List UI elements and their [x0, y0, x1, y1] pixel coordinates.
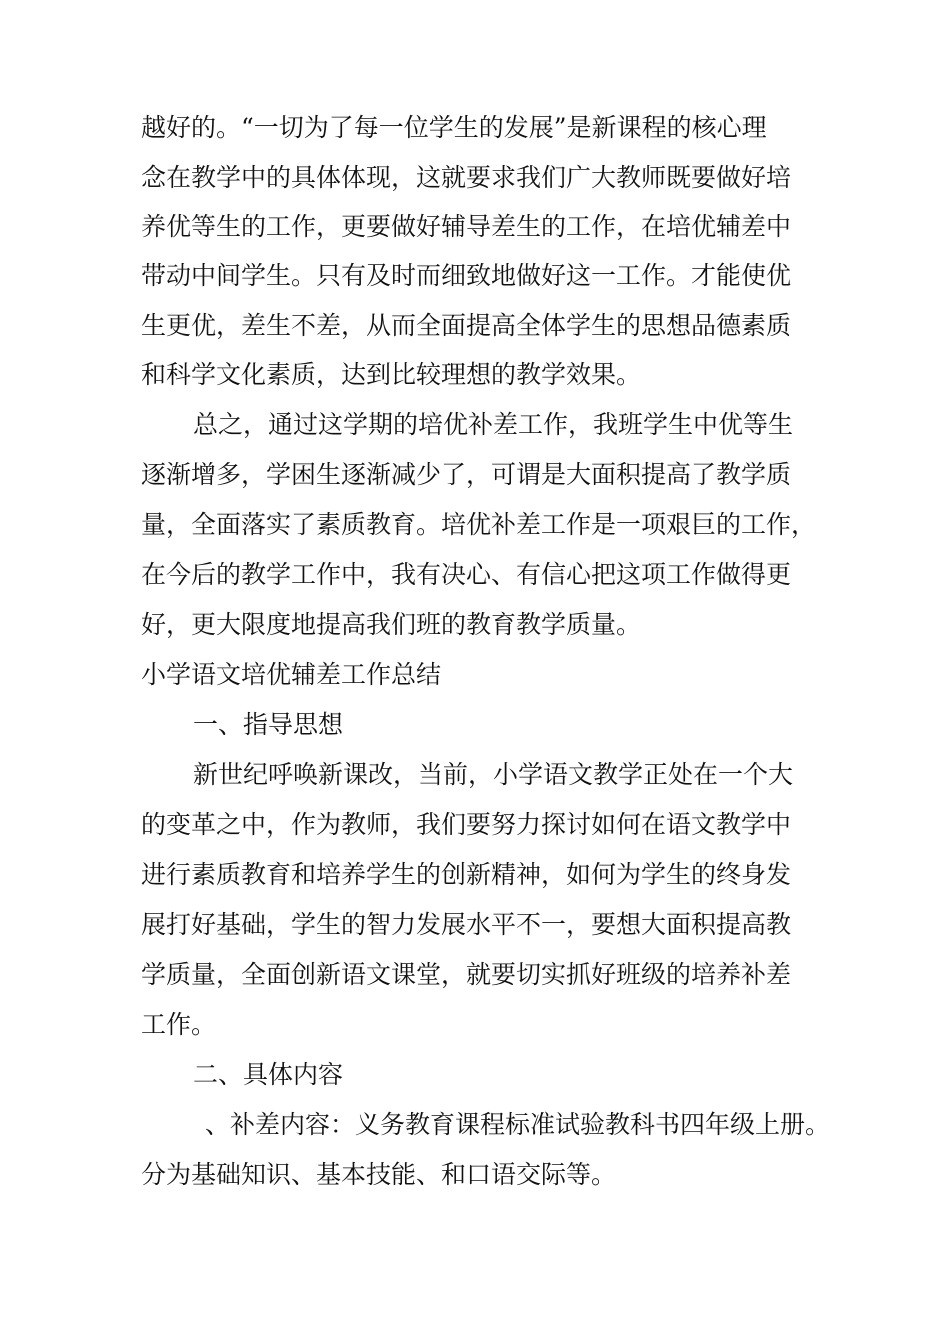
- paragraph-first-line: 总之，通过这学期的培优补差工作，我班学生中优等生: [193, 410, 794, 439]
- text-line: 养优等生的工作，更要做好辅导差生的工作，在培优辅差中: [141, 212, 792, 241]
- paragraph-first-line: 、补差内容：义务教育课程标准试验教科书四年级上册。: [205, 1110, 831, 1139]
- text-line: 和科学文化素质，达到比较理想的教学效果。: [141, 360, 642, 389]
- text-line: 生更优，差生不差，从而全面提高全体学生的思想品德素质: [141, 311, 792, 340]
- text-line: 好，更大限度地提高我们班的教育教学质量。: [141, 610, 642, 639]
- text-line: 展打好基础，学生的智力发展水平不一，要想大面积提高教: [141, 910, 792, 939]
- text-line: 在今后的教学工作中，我有决心、有信心把这项工作做得更: [141, 560, 792, 589]
- text-line: 工作。: [141, 1010, 217, 1039]
- text-line: 学质量，全面创新语文课堂，就要切实抓好班级的培养补差: [141, 960, 792, 989]
- section-title: 小学语文培优辅差工作总结: [141, 660, 442, 689]
- text-line: 的变革之中，作为教师，我们要努力探讨如何在语文教学中: [141, 810, 792, 839]
- heading-specific-content: 二、具体内容: [193, 1060, 344, 1089]
- text-line: 进行素质教育和培养学生的创新精神，如何为学生的终身发: [141, 860, 792, 889]
- heading-guiding-thought: 一、指导思想: [193, 710, 344, 739]
- text-line: 念在教学中的具体体现，这就要求我们广大教师既要做好培: [141, 163, 792, 192]
- text-line: 量，全面落实了素质教育。培优补差工作是一项艰巨的工作，: [141, 510, 817, 539]
- paragraph-first-line: 新世纪呼唤新课改，当前，小学语文教学正处在一个大: [193, 760, 794, 789]
- text-line: 逐渐增多，学困生逐渐减少了，可谓是大面积提高了教学质: [141, 460, 792, 489]
- text-line: 越好的。“一切为了每一位学生的发展”是新课程的核心理: [141, 113, 767, 142]
- text-line: 分为基础知识、基本技能、和口语交际等。: [141, 1160, 617, 1189]
- text-line: 带动中间学生。只有及时而细致地做好这一工作。才能使优: [141, 261, 792, 290]
